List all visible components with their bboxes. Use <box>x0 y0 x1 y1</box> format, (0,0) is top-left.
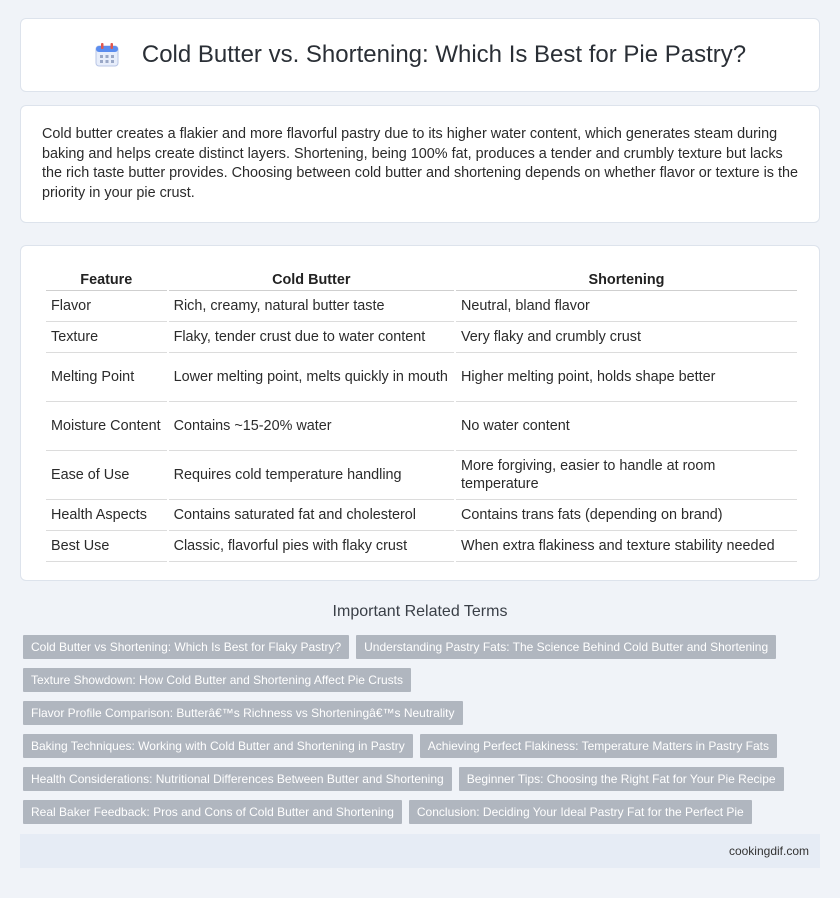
comparison-table-card <box>20 245 820 581</box>
cell-feature: Health Aspects <box>46 500 167 531</box>
related-term-tag[interactable]: Understanding Pastry Fats: The Science Behind Cold Butter and Shortening <box>356 635 776 659</box>
related-term-tag[interactable]: Baking Techniques: Working with Cold Butter and Shortening in Pastry <box>23 734 413 758</box>
intro-paragraph: Cold butter creates a flakier and more flavorful pastry due to its higher water content, which generates steam during baking and helps create distinct layers. Shortening, being 100% fat, produces a tender and crumbly texture but lacks the rich taste butter provides. Choosing between cold butter and shortening depends on whether flavor or texture is the priority in your pie crust. <box>42 126 798 201</box>
cell-shortening: More forgiving, easier to handle at room temperature <box>456 451 797 500</box>
cell-shortening: When extra flakiness and texture stability needed <box>456 531 797 562</box>
related-term-tag[interactable]: Real Baker Feedback: Pros and Cons of Cold Butter and Shortening <box>23 800 402 824</box>
intro-card <box>20 105 820 223</box>
calendar-icon <box>94 42 120 68</box>
table-row <box>46 500 797 531</box>
cell-shortening: Contains trans fats (depending on brand) <box>456 500 797 531</box>
header-card <box>20 18 820 92</box>
related-term-tag[interactable]: Achieving Perfect Flakiness: Temperature Matters in Pastry Fats <box>420 734 777 758</box>
cell-feature: Flavor <box>46 291 167 322</box>
header-feature: Feature <box>46 266 167 291</box>
related-term-tag[interactable]: Health Considerations: Nutritional Differences Between Butter and Shortening <box>23 767 452 791</box>
cell-cold-butter: Contains ~15-20% water <box>169 402 454 451</box>
cell-feature: Ease of Use <box>46 451 167 500</box>
related-term-tag[interactable]: Beginner Tips: Choosing the Right Fat for Your Pie Recipe <box>459 767 784 791</box>
cell-shortening: Higher melting point, holds shape better <box>456 353 797 402</box>
related-terms-title: Important Related Terms <box>332 603 508 620</box>
table-row <box>46 531 797 562</box>
cell-cold-butter: Rich, creamy, natural butter taste <box>169 291 454 322</box>
cell-feature: Melting Point <box>46 353 167 402</box>
cell-cold-butter: Classic, flavorful pies with flaky crust <box>169 531 454 562</box>
related-term-tag[interactable]: Cold Butter vs Shortening: Which Is Best for Flaky Pastry? <box>23 635 349 659</box>
related-term-tag[interactable]: Texture Showdown: How Cold Butter and Shortening Affect Pie Crusts <box>23 668 411 692</box>
table-row <box>46 451 797 500</box>
footer-bar <box>20 834 820 868</box>
cell-cold-butter: Lower melting point, melts quickly in mouth <box>169 353 454 402</box>
page-title: Cold Butter vs. Shortening: Which Is Best for Pie Pastry? <box>141 41 747 68</box>
cell-feature: Texture <box>46 322 167 353</box>
table-row <box>46 322 797 353</box>
cell-cold-butter: Flaky, tender crust due to water content <box>169 322 454 353</box>
cell-feature: Best Use <box>46 531 167 562</box>
comparison-table <box>44 266 799 562</box>
related-term-tag[interactable]: Flavor Profile Comparison: Butterâ€™s Richness vs Shorteningâ€™s Neutrality <box>23 701 463 725</box>
header-cold-butter: Cold Butter <box>169 266 454 291</box>
header-shortening: Shortening <box>456 266 797 291</box>
related-terms-list <box>23 635 823 833</box>
cell-feature: Moisture Content <box>46 402 167 451</box>
table-row <box>46 402 797 451</box>
related-term-tag[interactable]: Conclusion: Deciding Your Ideal Pastry Fat for the Perfect Pie <box>409 800 752 824</box>
table-header-row <box>46 266 797 291</box>
cell-shortening: Very flaky and crumbly crust <box>456 322 797 353</box>
cell-cold-butter: Contains saturated fat and cholesterol <box>169 500 454 531</box>
cell-shortening: Neutral, bland flavor <box>456 291 797 322</box>
cell-cold-butter: Requires cold temperature handling <box>169 451 454 500</box>
site-name[interactable]: cookingdif.com <box>728 844 809 858</box>
cell-shortening: No water content <box>456 402 797 451</box>
table-row <box>46 291 797 322</box>
table-row <box>46 353 797 402</box>
